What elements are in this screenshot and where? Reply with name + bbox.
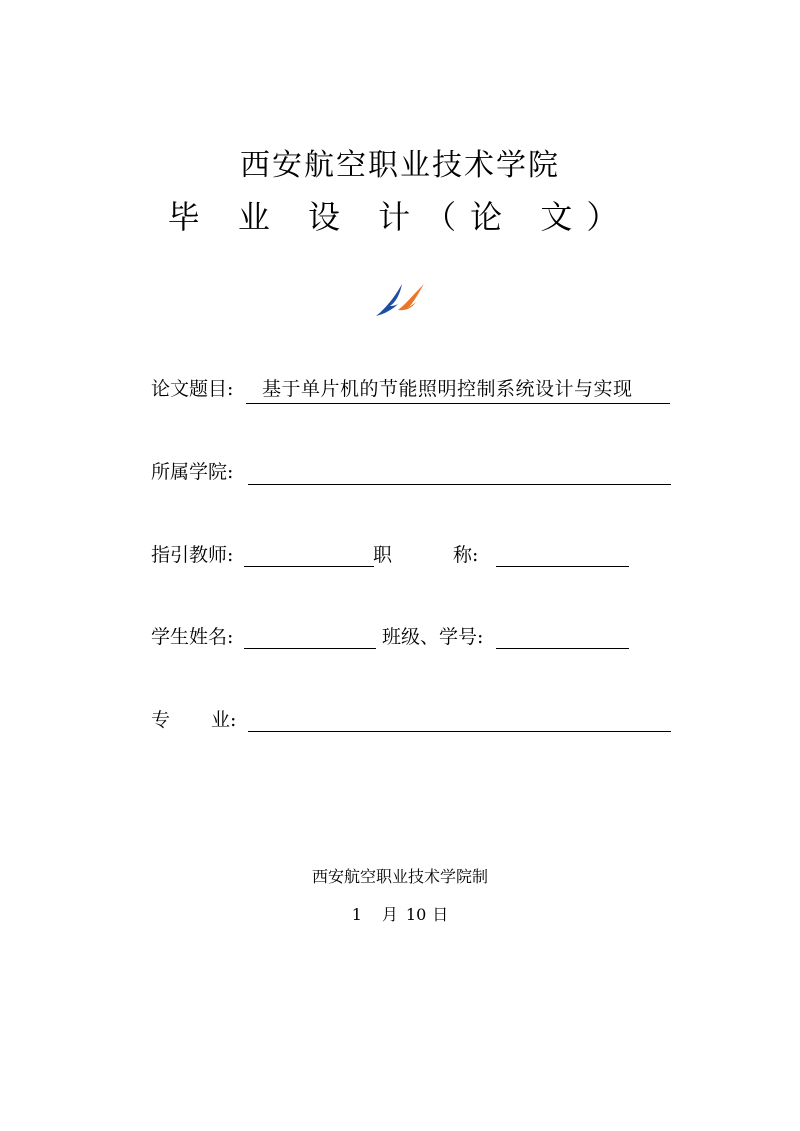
rank-label-part2: 称: <box>453 544 479 566</box>
document-title-heading: 毕 业 设 计（论 文） <box>167 198 633 236</box>
thesis-title-label: 论文题目: <box>151 378 234 400</box>
thesis-title-value: 基于单片机的节能照明控制系统设计与实现 <box>262 378 633 400</box>
date-footer <box>0 902 800 925</box>
college-label: 所属学院: <box>151 461 234 483</box>
rank-underline <box>496 566 629 567</box>
advisor-label: 指引教师: <box>151 544 234 566</box>
date-day: 10 <box>405 905 427 924</box>
issuer-footer: 西安航空职业技术学院制 <box>311 867 488 886</box>
class-id-label: 班级、学号: <box>382 626 484 648</box>
school-name-heading: 西安航空职业技术学院 <box>240 148 560 183</box>
date-month: 1 <box>351 905 362 924</box>
college-underline <box>248 484 671 485</box>
class-id-underline <box>496 648 629 649</box>
advisor-underline <box>244 566 374 567</box>
major-underline <box>248 731 671 732</box>
date-month-unit: 月 <box>381 905 398 924</box>
thesis-title-underline <box>246 403 670 404</box>
major-label-part2: 业: <box>211 709 237 731</box>
student-name-underline <box>244 648 376 649</box>
student-name-label: 学生姓名: <box>151 626 234 648</box>
college-logo-icon <box>372 280 428 320</box>
major-label-part1: 专 <box>151 709 171 731</box>
date-day-unit: 日 <box>432 905 449 924</box>
rank-label-part1: 职 <box>373 544 393 566</box>
